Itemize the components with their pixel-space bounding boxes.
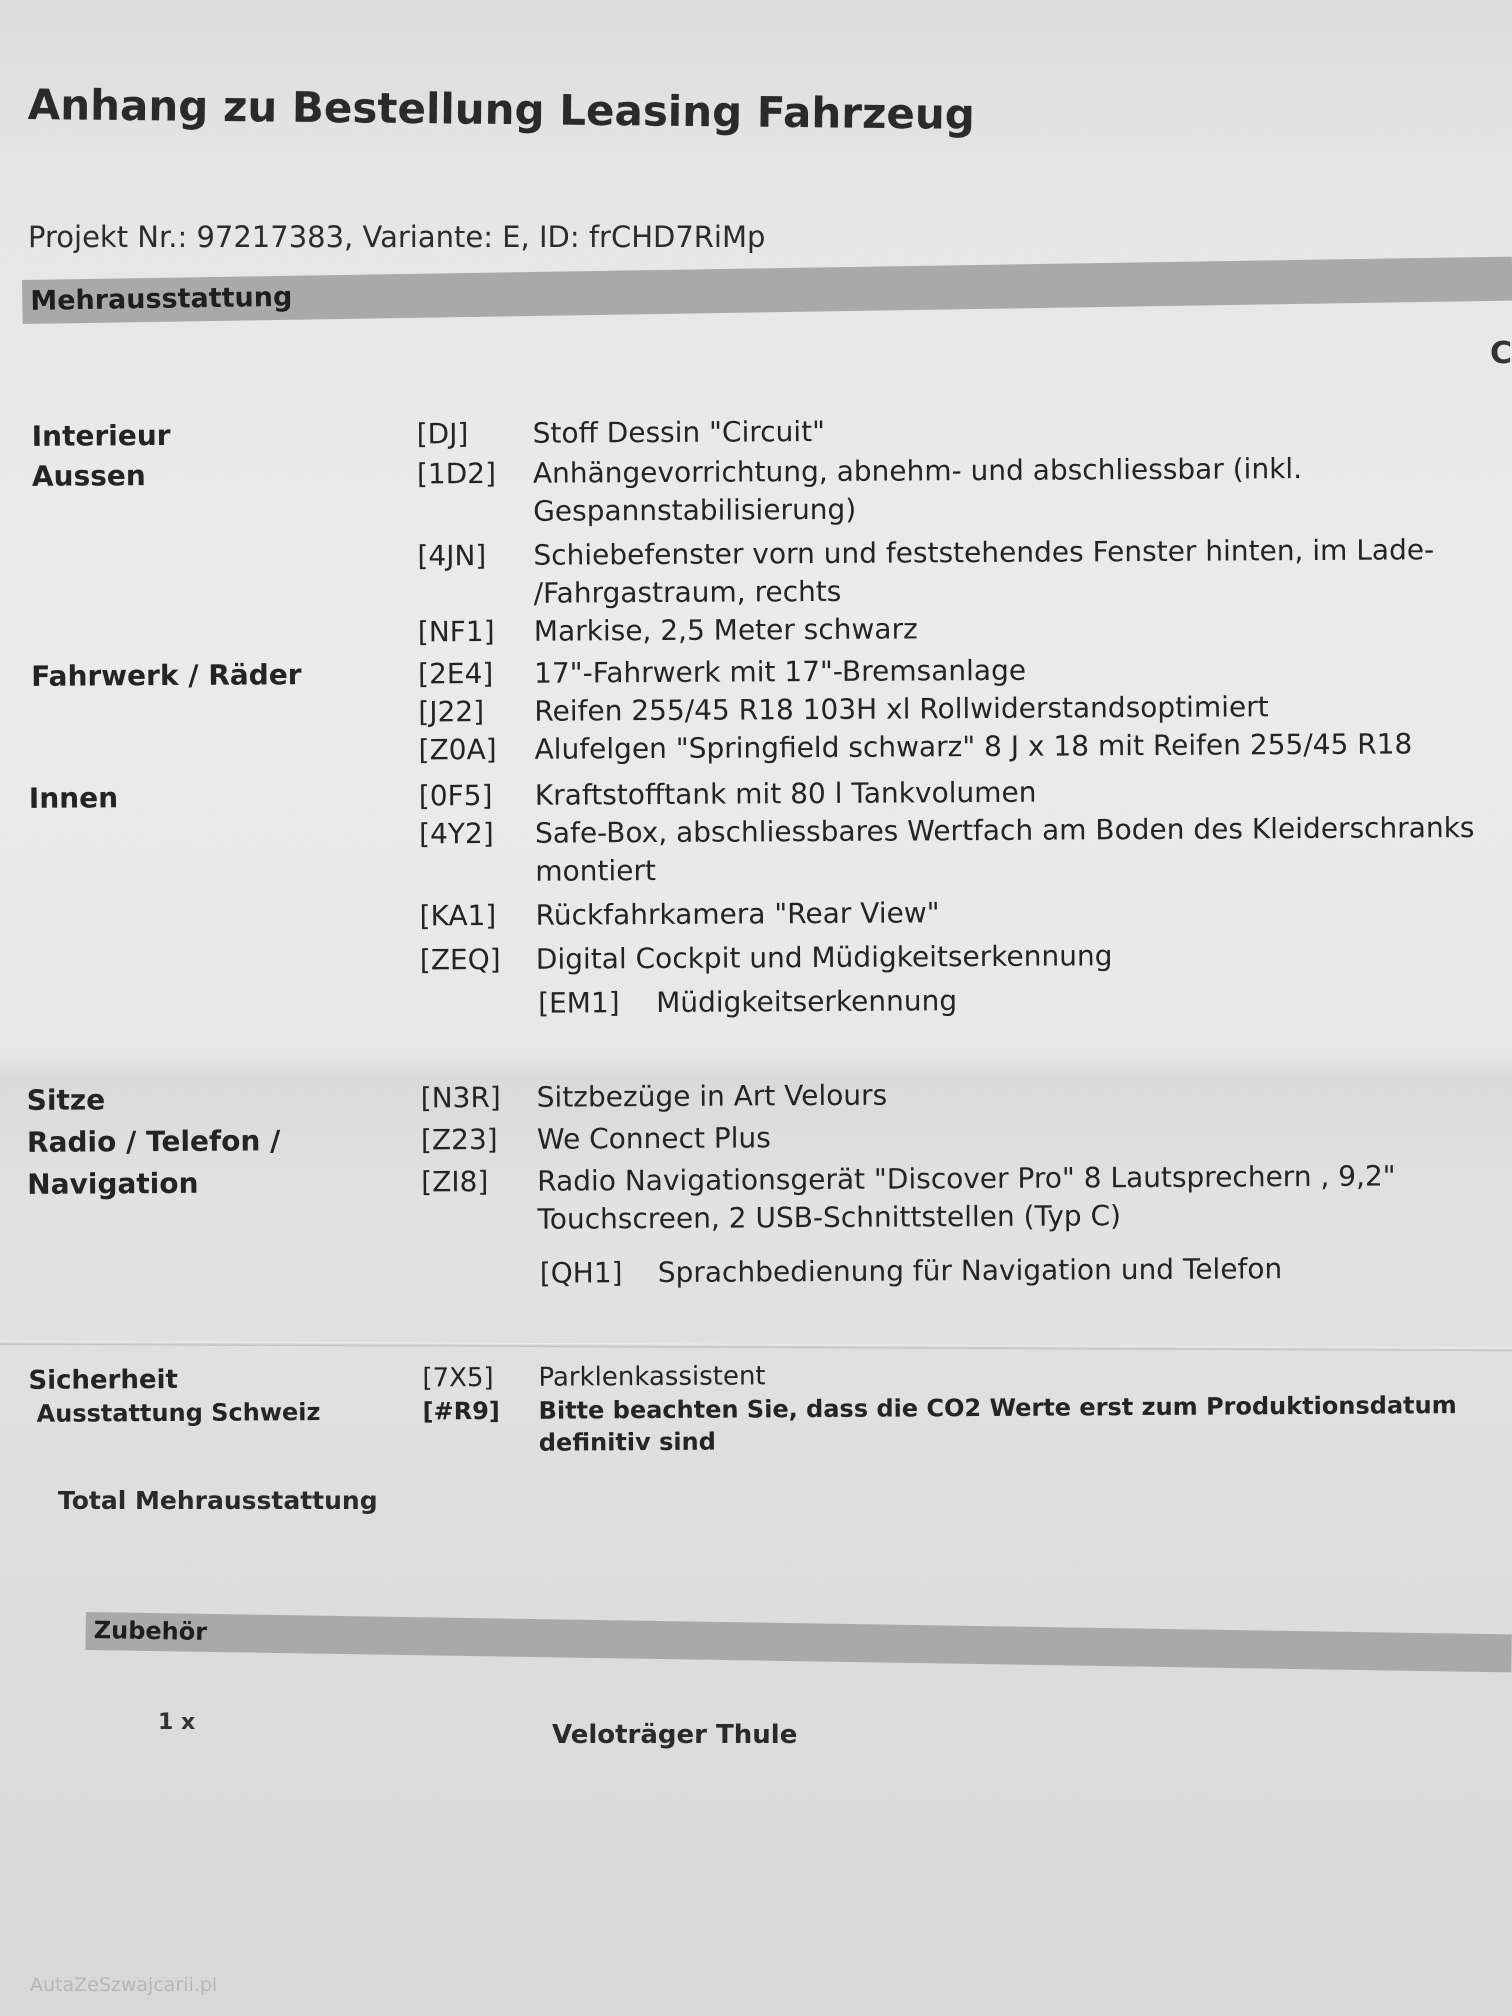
equipment-description: Müdigkeitserkennung [656, 984, 958, 1020]
description-line: Gespannstabilisierung) [533, 492, 857, 528]
equipment-description: 17"-Fahrwerk mit 17"-Bremsanlage [534, 653, 1027, 690]
equipment-category: Aussen [31, 459, 146, 493]
total-mehrausstattung-label: Total Mehrausstattung [58, 1486, 378, 1515]
description-line: Bitte beachten Sie, dass die CO2 Werte erst zum Produktionsdatum [538, 1391, 1457, 1425]
cut-off-character: C [1489, 336, 1512, 371]
description-line: Touchscreen, 2 USB-Schnittstellen (Typ C) [537, 1199, 1122, 1236]
equipment-code: [Z0A] [418, 732, 497, 767]
equipment-code: [7X5] [422, 1363, 494, 1394]
section-header-zubehoer [85, 1612, 1511, 1672]
equipment-description: Markise, 2,5 Meter schwarz [533, 612, 918, 648]
accessory-quantity: 1 x [158, 1710, 196, 1735]
equipment-code: [KA1] [419, 898, 497, 933]
description-line: definitiv sind [538, 1427, 716, 1457]
document-title: Anhang zu Bestellung Leasing Fahrzeug [27, 80, 976, 139]
equipment-category: Sitze [26, 1083, 106, 1117]
equipment-description: Rückfahrkamera "Rear View" [535, 896, 940, 932]
equipment-row [6, 935, 1512, 977]
equipment-category: Interieur [31, 418, 171, 453]
equipment-code: [NF1] [417, 614, 495, 649]
equipment-row [4, 649, 1512, 693]
equipment-code: [QH1] [539, 1256, 623, 1290]
equipment-code: [EM1] [538, 986, 620, 1020]
description-line: /Fahrgastraum, rechts [533, 574, 842, 610]
equipment-subrow [8, 1249, 1512, 1290]
description-line: Anhängevorrichtung, abnehm- und abschliessbar (inkl. [532, 452, 1303, 490]
equipment-description: Reifen 255/45 R18 103H xl Rollwiderstandsoptimiert [534, 690, 1269, 728]
equipment-category: Navigation [27, 1166, 199, 1201]
equipment-code: [ZEQ] [419, 942, 501, 977]
equipment-row [3, 409, 1512, 453]
equipment-category: Radio / Telefon / [26, 1124, 281, 1159]
equipment-description: We Connect Plus [536, 1121, 771, 1156]
equipment-code: [DJ] [416, 417, 469, 451]
equipment-description: Kraftstofftank mit 80 l Tankvolumen [534, 775, 1037, 812]
equipment-description [533, 449, 1508, 531]
equipment-code: [4Y2] [419, 817, 494, 851]
equipment-description [539, 1389, 1512, 1459]
equipment-code: [Z23] [420, 1122, 498, 1157]
description-line: Radio Navigationsgerät "Discover Pro" 8 Lautsprechern , 9,2" [537, 1159, 1396, 1198]
equipment-code: [4JN] [417, 539, 487, 573]
equipment-row [3, 531, 1512, 610]
equipment-code: [J22] [418, 695, 485, 729]
equipment-code: [N3R] [420, 1080, 501, 1115]
equipment-category: Innen [28, 781, 119, 815]
equipment-description [535, 809, 1510, 891]
equipment-row [7, 1115, 1512, 1159]
equipment-row [8, 1353, 1512, 1396]
equipment-subrow [6, 979, 1512, 1020]
equipment-description: Sprachbedienung für Navigation und Telefon [657, 1252, 1283, 1290]
equipment-description: Alufelgen "Springfield schwarz" 8 J x 18 mit Reifen 255/45 R18 [534, 727, 1413, 766]
equipment-description: Parklenkassistent [538, 1361, 766, 1393]
section-title-zubehoer: Zubehör [93, 1616, 208, 1646]
section-title-mehrausstattung: Mehrausstattung [30, 281, 293, 317]
equipment-row [5, 771, 1512, 815]
equipment-code: [ZI8] [421, 1165, 489, 1199]
equipment-code: [2E4] [418, 656, 494, 691]
accessory-name: Veloträger Thule [552, 1720, 798, 1750]
equipment-row [5, 891, 1512, 933]
equipment-category: Sicherheit [28, 1364, 179, 1396]
equipment-row [7, 1073, 1512, 1117]
equipment-description: Sitzbezüge in Art Velours [536, 1078, 888, 1114]
equipment-description: Stoff Dessin "Circuit" [532, 414, 826, 450]
equipment-description [533, 531, 1508, 613]
equipment-description [537, 1157, 1512, 1239]
equipment-category: Fahrwerk / Räder [31, 658, 302, 693]
equipment-category: Ausstattung Schweiz [36, 1398, 321, 1428]
equipment-code: [#R9] [422, 1396, 500, 1426]
equipment-code: [0F5] [418, 779, 493, 813]
description-line: montiert [535, 854, 657, 888]
description-line: Safe-Box, abschliessbares Wertfach am Boden des Kleiderschranks [534, 811, 1475, 850]
project-number-line: Projekt Nr.: 97217383, Variante: E, ID: frCHD7RiMp [28, 220, 766, 254]
equipment-description: Digital Cockpit und Müdigkeitserkennung [535, 939, 1113, 976]
description-line: Schiebefenster vorn und feststehendes Fenster hinten, im Lade- [533, 533, 1435, 572]
equipment-code: [1D2] [416, 456, 497, 491]
watermark: AutaZeSzwajcarii.pl [30, 1974, 218, 1996]
